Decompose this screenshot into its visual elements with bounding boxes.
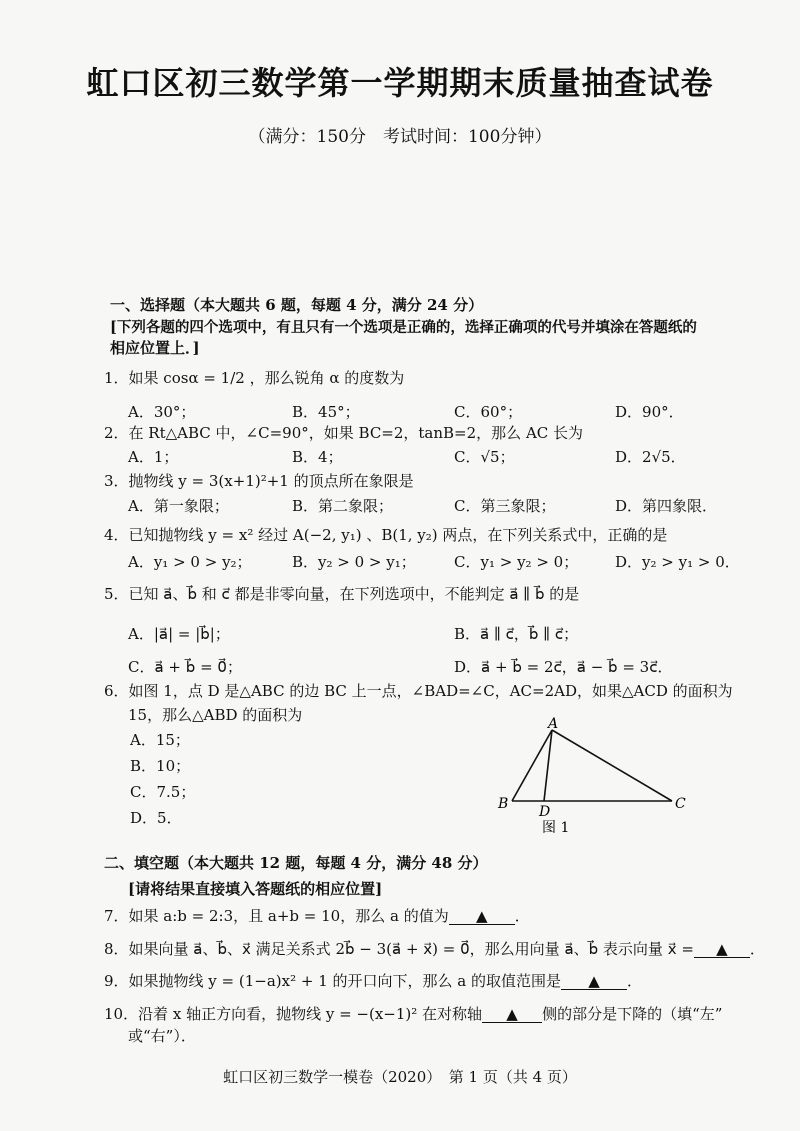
q8-answer-blank: ▲ — [694, 941, 750, 958]
q8-end: ． — [749, 940, 765, 958]
q2-option-b: B．4； — [292, 448, 343, 466]
triangle-lines — [512, 730, 672, 801]
q9-end: ． — [627, 972, 643, 990]
question-9 — [104, 970, 642, 991]
q1-option-d: D．90°． — [615, 403, 684, 421]
section1-instruction-line2: 相应位置上．] — [110, 339, 200, 357]
q4-option-d: D．y₂ > y₁ > 0． — [615, 553, 740, 571]
q1-option-c: C．60°； — [454, 403, 523, 421]
q6-option-c: C．7.5； — [130, 783, 196, 801]
question-1-text: 1．如果 cosα = 1/2 ，那么锐角 α 的度数为 — [104, 369, 405, 387]
q7-answer-blank: ▲ — [449, 908, 515, 925]
q5-option-a: A．|a⃗| = |b⃗|； — [128, 625, 230, 643]
question-9-text: 9．如果抛物线 y = (1−a)x² + 1 的开口向下，那么 a 的取值范围是 — [104, 972, 562, 990]
question-8-text: 8．如果向量 a⃗、b⃗、x⃗ 满足关系式 2b⃗ − 3(a⃗ + x⃗) = 0⃗，那么用向量 a⃗、b⃗ 表示向量 x⃗ = — [104, 940, 694, 958]
question-10-text-line2: 或“右”）． — [128, 1027, 196, 1045]
q5-option-c: C．a⃗ + b⃗ = 0⃗； — [128, 658, 242, 676]
question-10-text-post: 侧的部分是下降的（填“左” — [542, 1005, 723, 1023]
q5-option-d: D．a⃗ + b⃗ = 2c⃗，a⃗ − b⃗ = 3c⃗． — [454, 658, 673, 676]
question-2-text: 2．在 Rt△ABC 中，∠C=90°，如果 BC=2，tanB=2，那么 AC 长为 — [104, 424, 584, 442]
q1-option-a: A．30°； — [128, 403, 196, 421]
question-6-text-line1: 6．如图 1，点 D 是△ABC 的边 BC 上一点，∠BAD=∠C，AC=2AD，如果△ACD 的面积为 — [104, 682, 733, 700]
q7-end: ． — [514, 907, 530, 925]
question-10-text-pre: 10．沿着 x 轴正方向看，抛物线 y = −(x−1)² 在对称轴 — [104, 1005, 483, 1023]
figure-label-b: B — [498, 796, 509, 812]
question-5-text: 5．已知 a⃗、b⃗ 和 c⃗ 都是非零向量，在下列选项中，不能判定 a⃗ ∥ b⃗ 的是 — [104, 585, 580, 603]
page-footer: 虹口区初三数学一模卷（2020） 第 1 页（共 4 页） — [223, 1068, 577, 1086]
question-7 — [104, 905, 530, 926]
q3-option-b: B．第二象限； — [292, 497, 394, 515]
figure-label-d: D — [539, 804, 551, 820]
figure-label-a: A — [548, 716, 559, 732]
q2-option-a: A．1； — [128, 448, 179, 466]
q6-option-d: D．5． — [130, 809, 182, 827]
question-7-text: 7．如果 a:b = 2:3，且 a+b = 10，那么 a 的值为 — [104, 907, 449, 925]
q4-option-b: B．y₂ > 0 > y₁； — [292, 553, 416, 571]
q1-option-b: B．45°； — [292, 403, 360, 421]
question-4-text: 4．已知抛物线 y = x² 经过 A(−2, y₁) 、B(1, y₂) 两点，在下列关系式中，正确的是 — [104, 526, 668, 544]
q5-option-b: B．a⃗ ∥ c⃗，b⃗ ∥ c⃗； — [454, 625, 579, 643]
question-3-text: 3．抛物线 y = 3(x+1)²+1 的顶点所在象限是 — [104, 472, 414, 490]
section1-instruction-line1: [下列各题的四个选项中，有且只有一个选项是正确的，选择正确项的代号并填涂在答题纸的 — [110, 319, 697, 336]
section2-heading: 二、填空题（本大题共 12 题，每题 4 分，满分 48 分） — [104, 854, 488, 872]
section1-heading: 一、选择题（本大题共 6 题，每题 4 分，满分 24 分） — [110, 296, 484, 314]
section2-instruction: [请将结果直接填入答题纸的相应位置] — [128, 880, 383, 898]
q2-option-c: C．√5； — [454, 448, 515, 466]
q4-option-a: A．y₁ > 0 > y₂； — [128, 553, 252, 571]
figure-1-triangle — [490, 716, 700, 838]
q3-option-a: A．第一象限； — [128, 497, 229, 515]
question-8 — [104, 938, 765, 959]
q6-option-b: B．10； — [130, 757, 191, 775]
question-6-text-line2: 15，那么△ABD 的面积为 — [128, 706, 303, 724]
q9-answer-blank: ▲ — [561, 973, 627, 990]
page-title: 虹口区初三数学第一学期期末质量抽查试卷 — [86, 64, 714, 102]
q3-option-d: D．第四象限． — [615, 497, 718, 515]
question-10 — [104, 1003, 722, 1024]
figure-caption: 图 1 — [542, 820, 570, 836]
q4-option-c: C．y₁ > y₂ > 0； — [454, 553, 579, 571]
figure-label-c: C — [675, 796, 686, 812]
q3-option-c: C．第三象限； — [454, 497, 556, 515]
page-subtitle: （满分：150分 考试时间：100分钟） — [248, 127, 552, 147]
q6-option-a: A．15； — [130, 731, 190, 749]
q2-option-d: D．2√5． — [615, 448, 686, 466]
q10-answer-blank: ▲ — [482, 1006, 542, 1023]
